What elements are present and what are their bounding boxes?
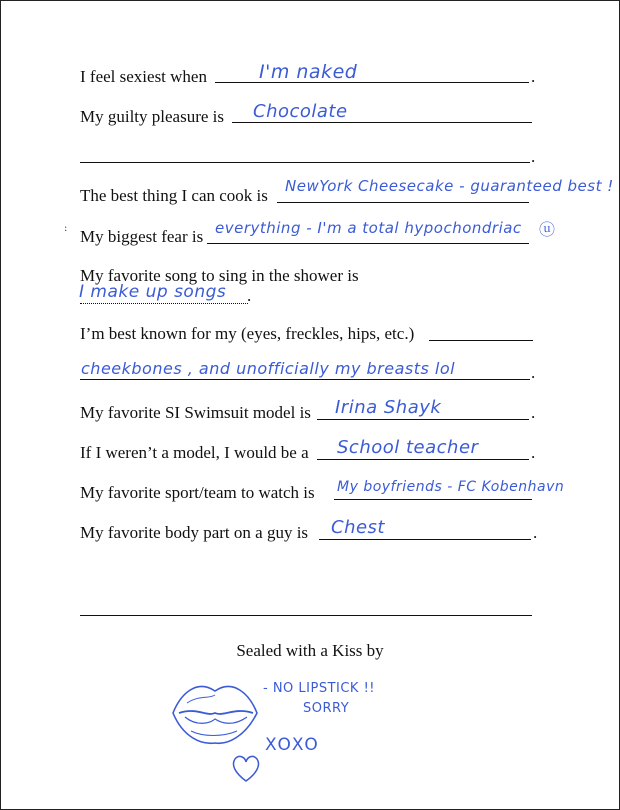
prompt-biggest-fear: My biggest fear is: [80, 227, 204, 246]
smiley-icon: ⓤ: [539, 220, 556, 239]
stray-mark: :: [64, 223, 68, 234]
period: .: [533, 523, 538, 542]
answer-biggest-fear: everything - I'm a total hypochondriac: [215, 219, 522, 237]
blank-si-model: [317, 419, 529, 420]
period: .: [247, 286, 252, 305]
xoxo-text: XOXO: [265, 735, 320, 755]
prompt-best-known: I’m best known for my (eyes, freckles, hips, etc.): [80, 324, 415, 343]
period: .: [531, 403, 536, 422]
period: .: [531, 443, 536, 462]
prompt-sport-team: My favorite sport/team to watch is: [80, 483, 315, 502]
prompt-best-cook: The best thing I can cook is: [80, 186, 268, 205]
blank-best-known: [429, 340, 533, 341]
blank-body-part: [319, 539, 531, 540]
prompt-body-part: My favorite body part on a guy is: [80, 523, 309, 542]
period: .: [531, 363, 536, 382]
sealed-heading: Sealed with a Kiss by: [236, 641, 384, 660]
blank-shower-song: [80, 303, 248, 304]
blank-sport-team: [334, 499, 532, 500]
prompt-shower-song: My favorite song to sing in the shower is: [80, 266, 359, 285]
answer-sexiest: I'm naked: [259, 61, 358, 83]
answer-not-model: School teacher: [337, 437, 479, 458]
period: .: [531, 147, 536, 166]
period: .: [531, 67, 536, 86]
blank-best-cook: [277, 202, 529, 203]
answer-si-model: Irina Shayk: [335, 397, 442, 418]
answer-best-known: cheekbones , and unofficially my breasts lol: [81, 359, 456, 378]
note-no-lipstick: - NO LIPSTICK !!: [263, 681, 376, 696]
blank-not-model: [317, 459, 529, 460]
prompt-not-model: If I weren’t a model, I would be a: [80, 443, 309, 462]
answer-sport-team: My boyfriends - FC Kobenhavn: [337, 479, 565, 495]
signature-line: [80, 615, 532, 616]
answer-body-part: Chest: [331, 517, 385, 538]
prompt-sexiest: I feel sexiest when: [80, 67, 207, 86]
blank-guilty-pleasure: [232, 122, 532, 123]
blank-biggest-fear: [207, 243, 529, 244]
answer-guilty-pleasure: Chocolate: [253, 101, 348, 122]
lips-drawing: [167, 673, 263, 749]
prompt-si-model: My favorite SI Swimsuit model is: [80, 403, 311, 422]
note-sorry: SORRY: [303, 701, 350, 716]
answer-shower-song: I make up songs: [79, 282, 227, 302]
answer-best-cook: NewYork Cheesecake - guaranteed best !: [285, 177, 614, 195]
heart-icon: [229, 751, 263, 785]
prompt-guilty-pleasure: My guilty pleasure is: [80, 107, 225, 126]
blank-best-known-continued: [80, 379, 530, 380]
blank-continuation: [80, 162, 530, 163]
